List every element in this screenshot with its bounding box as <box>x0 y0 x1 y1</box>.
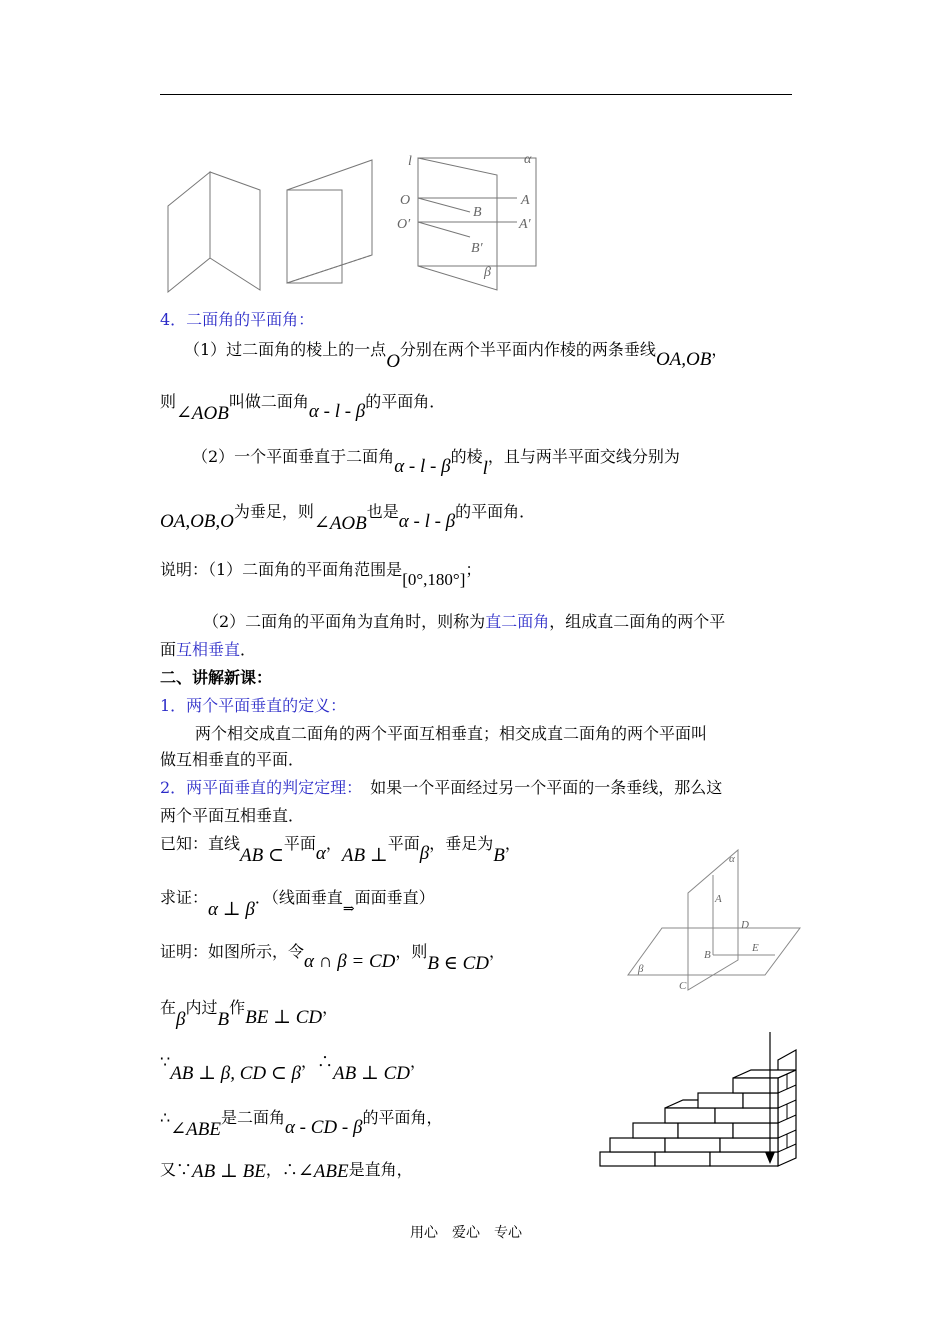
note-range: 说明：（1）二面角的平面角范围是[0°,180°]； <box>160 560 482 589</box>
definition-heading: 1．两个平面垂直的定义： <box>160 696 347 715</box>
fig-label-B: B <box>704 949 711 961</box>
section4-p2: （2）一个平面垂直于二面角α - l - β的棱l，且与两半平面交线分别为 <box>192 447 680 479</box>
proof-line-5: 又∵AB ⊥ BE，∴∠ABE是直角， <box>160 1160 413 1182</box>
definition-body-1: 两个相交成直二面角的两个平面互相垂直；相交成直二面角的两个平面叫 <box>195 724 708 743</box>
definition-body-2: 做互相垂直的平面． <box>160 750 305 769</box>
label-B: B <box>473 205 482 220</box>
label-O: O <box>400 193 411 208</box>
proof-line-4: ∴∠ABE是二面角α - CD - β的平面角， <box>160 1108 443 1140</box>
label-O-prime: O′ <box>397 217 411 232</box>
page-footer: 用心 爱心 专心 <box>410 1225 522 1241</box>
theorem-line-2: 两个平面互相垂直． <box>160 806 305 825</box>
prove-line: 求证：α ⊥ β．（线面垂直⇒面面垂直） <box>160 888 435 920</box>
fig-label-C: C <box>679 980 687 992</box>
note-right-dihedral-cont: 面互相垂直． <box>160 640 257 659</box>
proof-line-1: 证明：如图所示，令α ∩ β = CD，则B ∈ CD， <box>160 942 505 974</box>
fig-label-D: D <box>741 919 749 931</box>
note-right-dihedral: （2）二面角的平面角为直角时，则称为直二面角，组成直二面角的两个平 <box>203 612 726 631</box>
theorem-line-1: 2．两平面垂直的判定定理： 如果一个平面经过另一个平面的一条垂线，那么这 <box>160 778 723 797</box>
section4-p1b: 则∠AOB叫做二面角α - l - β的平面角． <box>160 392 446 424</box>
fig-label-A: A <box>715 893 722 905</box>
fig-label-alpha: α <box>729 853 735 865</box>
section4-heading: 4．二面角的平面角： <box>160 310 315 329</box>
label-A-prime: A′ <box>519 217 531 232</box>
brick-wall-figure <box>598 1030 808 1170</box>
section4-p1: （1）过二面角的棱上的一点O分别在两个半平面内作棱的两条垂线OA,OB， <box>184 340 728 372</box>
label-l: l <box>408 154 412 169</box>
label-B-prime: B′ <box>471 241 483 256</box>
plane-beta <box>628 928 800 975</box>
section4-p2b: OA,OB,O为垂足，则∠AOB也是α - l - β的平面角． <box>160 502 536 534</box>
label-A: A <box>521 193 530 208</box>
label-alpha: α <box>524 152 532 167</box>
label-beta: β <box>484 265 491 280</box>
section-new-heading: 二、讲解新课： <box>160 668 273 687</box>
proof-line-3: ∵AB ⊥ β, CD ⊂ β，∴AB ⊥ CD， <box>160 1052 427 1084</box>
fig-label-beta: β <box>638 963 644 975</box>
proof-line-2: 在β内过B作BE ⊥ CD， <box>160 998 339 1030</box>
given-line: 已知：直线AB ⊂平面α，AB ⊥平面β，垂足为B， <box>160 834 521 866</box>
fig-label-E: E <box>752 942 759 954</box>
